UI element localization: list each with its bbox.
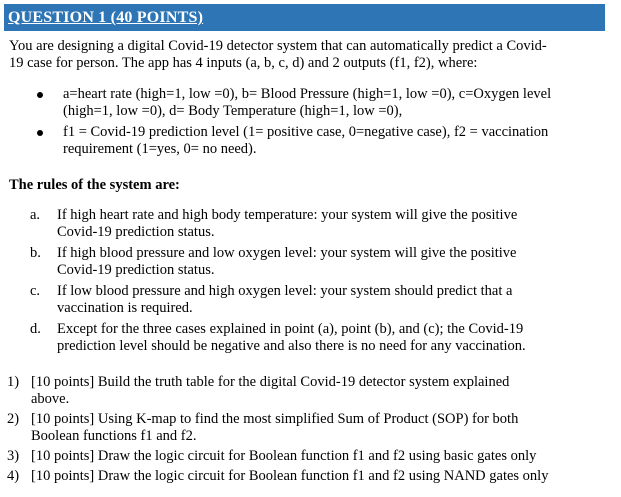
intro-paragraph xyxy=(9,38,609,72)
intro-line: You are designing a digital Covid-19 detector system that can automatically predict a Covid- xyxy=(9,38,547,54)
question-item xyxy=(7,374,548,408)
question-line: Boolean functions f1 and f2. xyxy=(31,428,197,444)
header-bar xyxy=(0,0,621,31)
rule-item xyxy=(30,245,526,279)
rules-heading: The rules of the system are: xyxy=(9,177,180,193)
question-item xyxy=(7,411,548,445)
rule-marker: c. xyxy=(30,283,41,299)
question-marker: 3) xyxy=(7,448,20,464)
rule-line: If high blood pressure and low oxygen level: your system will give the positive xyxy=(57,245,517,261)
intro-line: 19 case for person. The app has 4 inputs (a, b, c, d) and 2 outputs (f1, f2), where: xyxy=(9,55,478,71)
definition-line: f1 = Covid-19 prediction level (1= positive case, 0=negative case), f2 = vaccination xyxy=(63,124,549,140)
question-line: [10 points] Draw the logic circuit for Boolean function f1 and f2 using NAND gates only xyxy=(31,468,549,484)
rule-line: vaccination is required. xyxy=(57,300,193,316)
definition-line: a=heart rate (high=1, low =0), b= Blood Pressure (high=1, low =0), c=Oxygen level xyxy=(63,86,552,102)
definition-item xyxy=(20,124,551,158)
rule-item xyxy=(30,321,526,355)
rule-marker: a. xyxy=(30,207,41,223)
rule-line: If high heart rate and high body temperature: your system will give the positive xyxy=(57,207,518,223)
question-item xyxy=(7,448,548,465)
rule-line: Covid-19 prediction status. xyxy=(57,224,215,240)
definitions-list xyxy=(20,86,551,162)
question-line: above. xyxy=(31,391,70,407)
rule-item xyxy=(30,283,526,317)
questions-list xyxy=(7,374,548,488)
question-title: QUESTION 1 (40 POINTS) xyxy=(8,9,204,26)
rule-marker: b. xyxy=(30,245,41,261)
question-marker: 4) xyxy=(7,468,20,484)
rule-line: Except for the three cases explained in point (a), point (b), and (c); the Covid-19 xyxy=(57,321,524,337)
question-line: [10 points] Using K-map to find the most simplified Sum of Product (SOP) for both xyxy=(31,411,519,427)
rules-list xyxy=(30,207,526,359)
bullet-icon xyxy=(37,92,43,98)
rule-line: prediction level should be negative and also there is no need for any vaccination. xyxy=(57,338,526,354)
definition-line: requirement (1=yes, 0= no need). xyxy=(63,141,257,157)
question-item xyxy=(7,468,548,485)
question-title-banner xyxy=(4,4,605,31)
question-marker: 2) xyxy=(7,411,20,427)
question-marker: 1) xyxy=(7,374,20,390)
question-line: [10 points] Draw the logic circuit for Boolean function f1 and f2 using basic gates only xyxy=(31,448,537,464)
bullet-icon xyxy=(37,130,43,136)
rule-line: If low blood pressure and high oxygen level: your system should predict that a xyxy=(57,283,513,299)
rule-marker: d. xyxy=(30,321,41,337)
definition-item xyxy=(20,86,551,120)
question-line: [10 points] Build the truth table for the digital Covid-19 detector system explained xyxy=(31,374,510,390)
definition-line: (high=1, low =0), d= Body Temperature (high=1, low =0), xyxy=(63,103,403,119)
rule-line: Covid-19 prediction status. xyxy=(57,262,215,278)
rule-item xyxy=(30,207,526,241)
